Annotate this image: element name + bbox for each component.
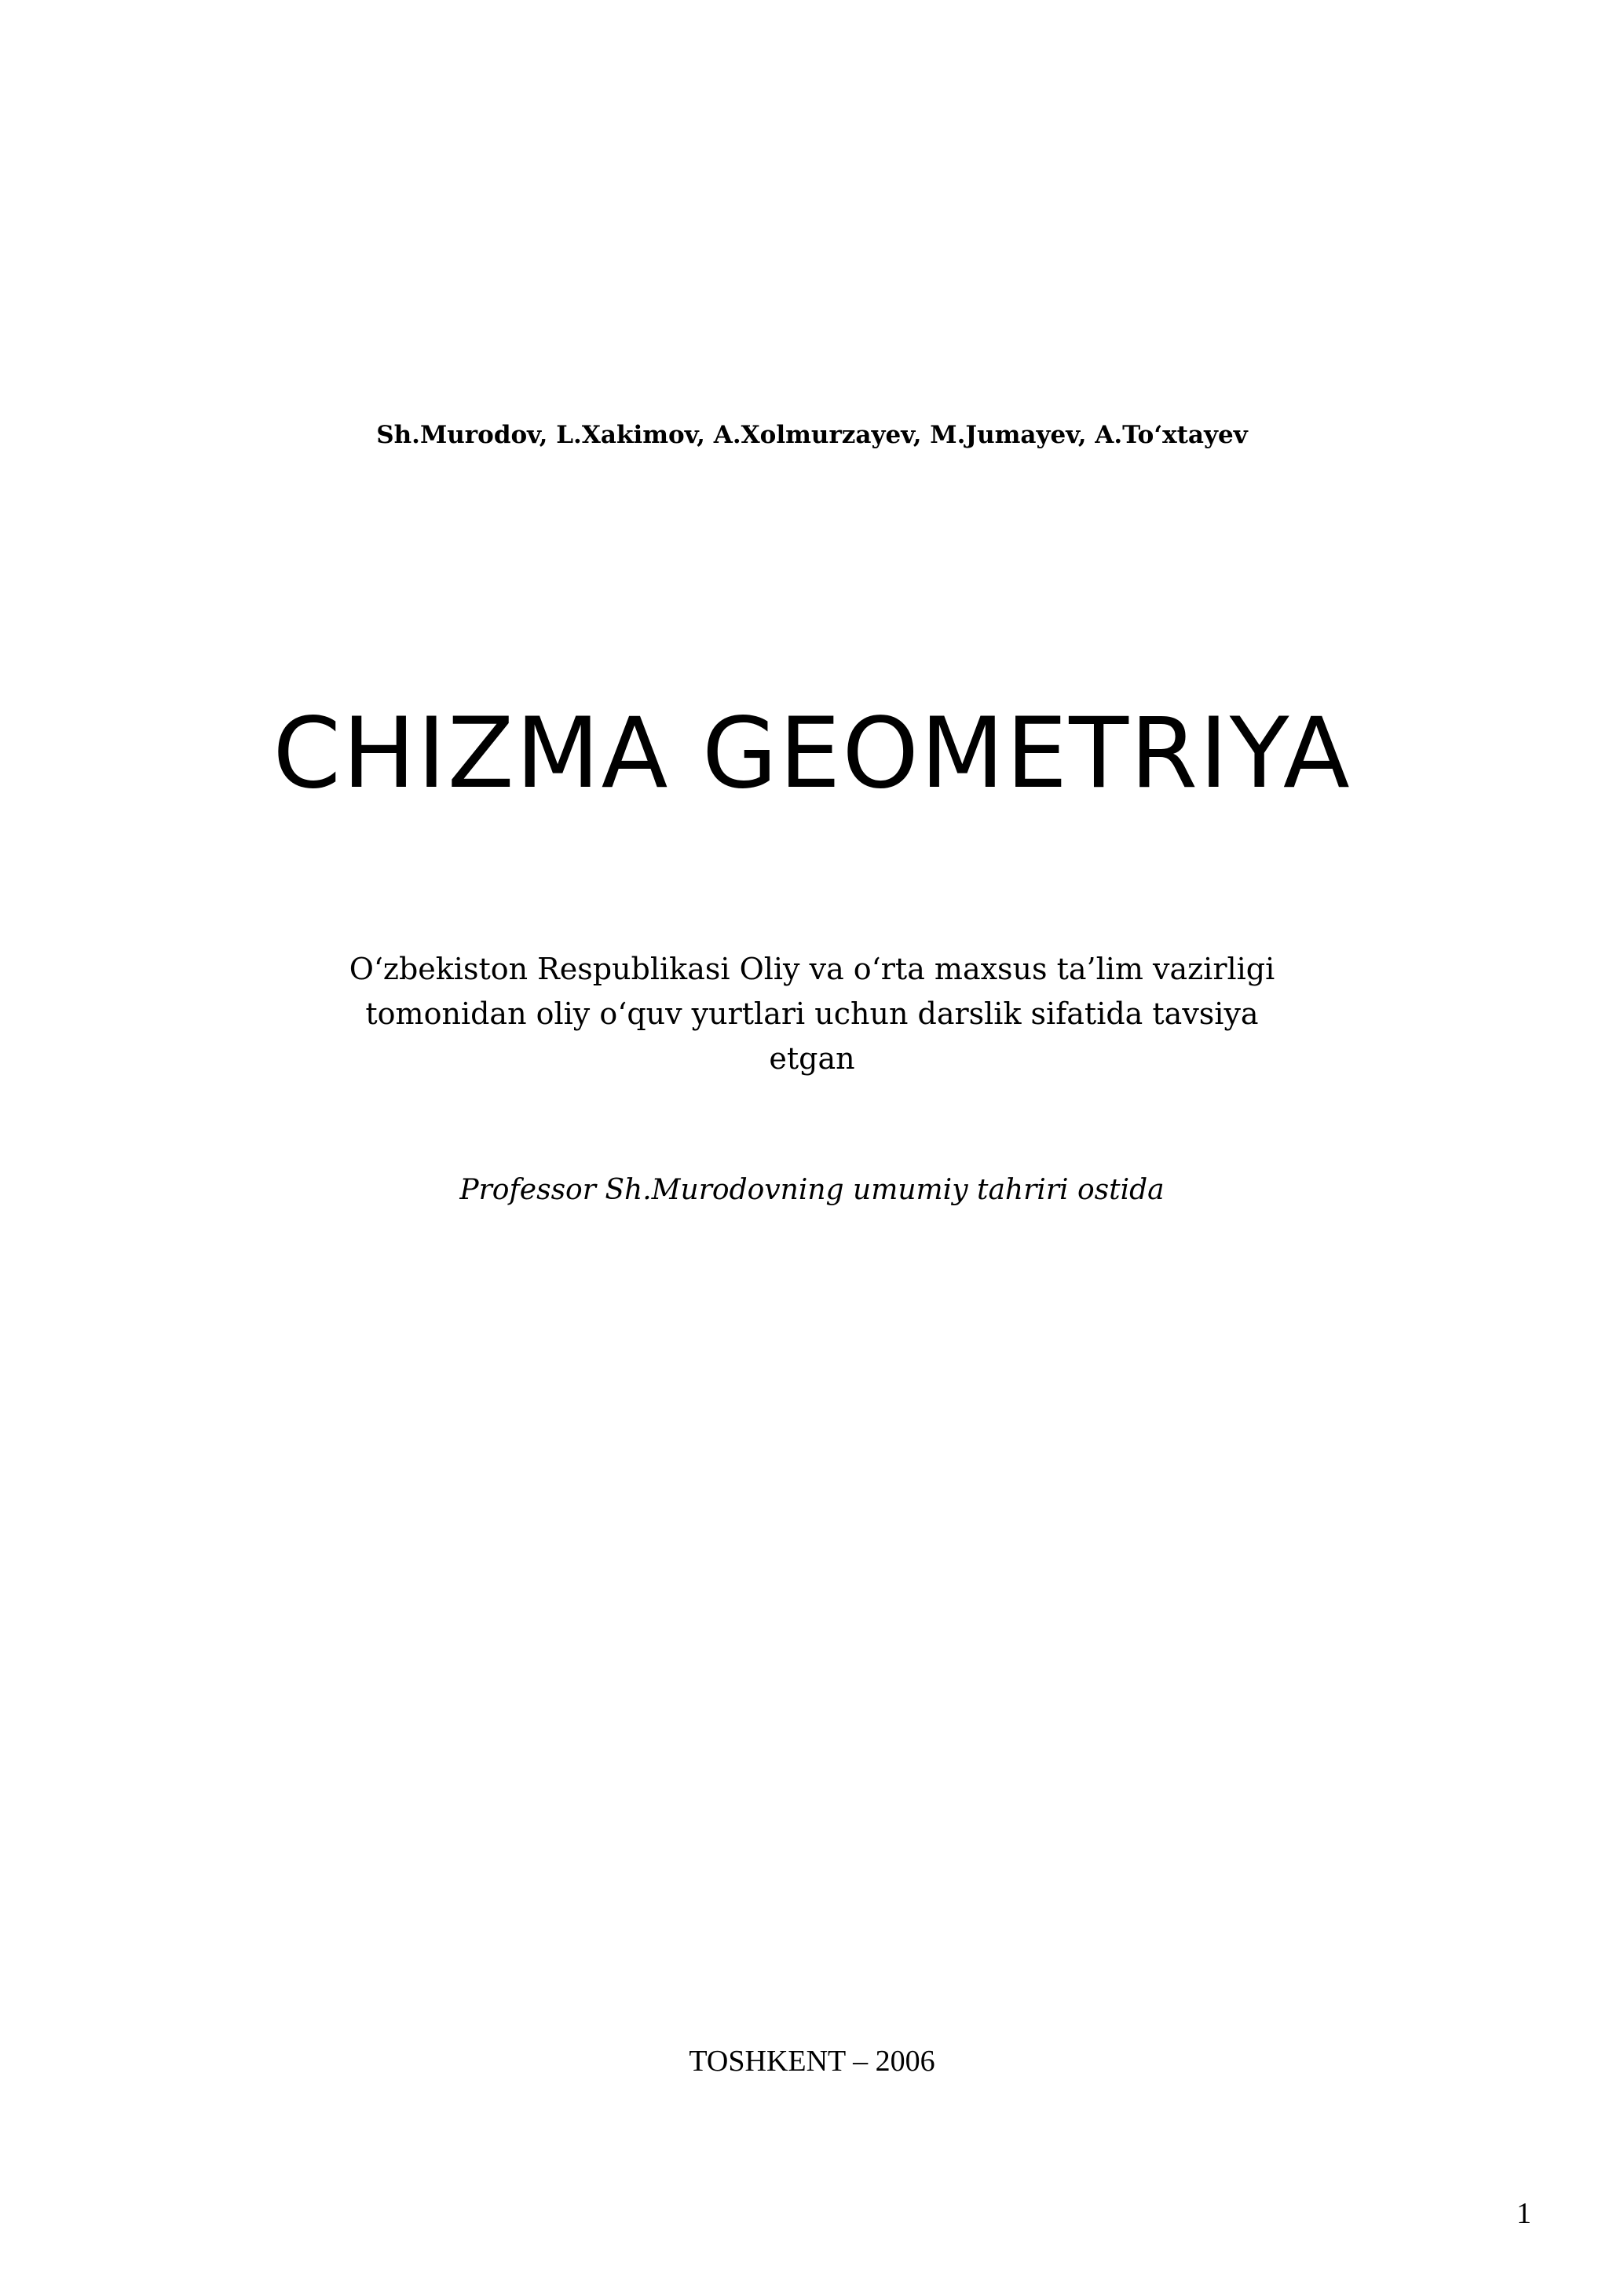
book-title: CHIZMA GEOMETRIYA bbox=[272, 697, 1352, 810]
approval-statement bbox=[0, 947, 1624, 1081]
approval-line-2: tomonidan oliy o‘quv yurtlari uchun darslik sifatida tavsiya bbox=[365, 996, 1259, 1031]
city-year: TOSHKENT – 2006 bbox=[689, 2045, 935, 2078]
editor-note: Professor Sh.Murodovning umumiy tahriri ostida bbox=[459, 1174, 1165, 1206]
approval-line-3: etgan bbox=[769, 1041, 855, 1076]
authors-line: Sh.Murodov, L.Xakimov, A.Xolmurzayev, M.Jumayev, A.To‘xtayev bbox=[376, 421, 1248, 449]
approval-line-1: O‘zbekiston Respublikasi Oliy va o‘rta maxsus ta’lim vazirligi bbox=[349, 952, 1275, 986]
page-number: 1 bbox=[1516, 2197, 1531, 2230]
